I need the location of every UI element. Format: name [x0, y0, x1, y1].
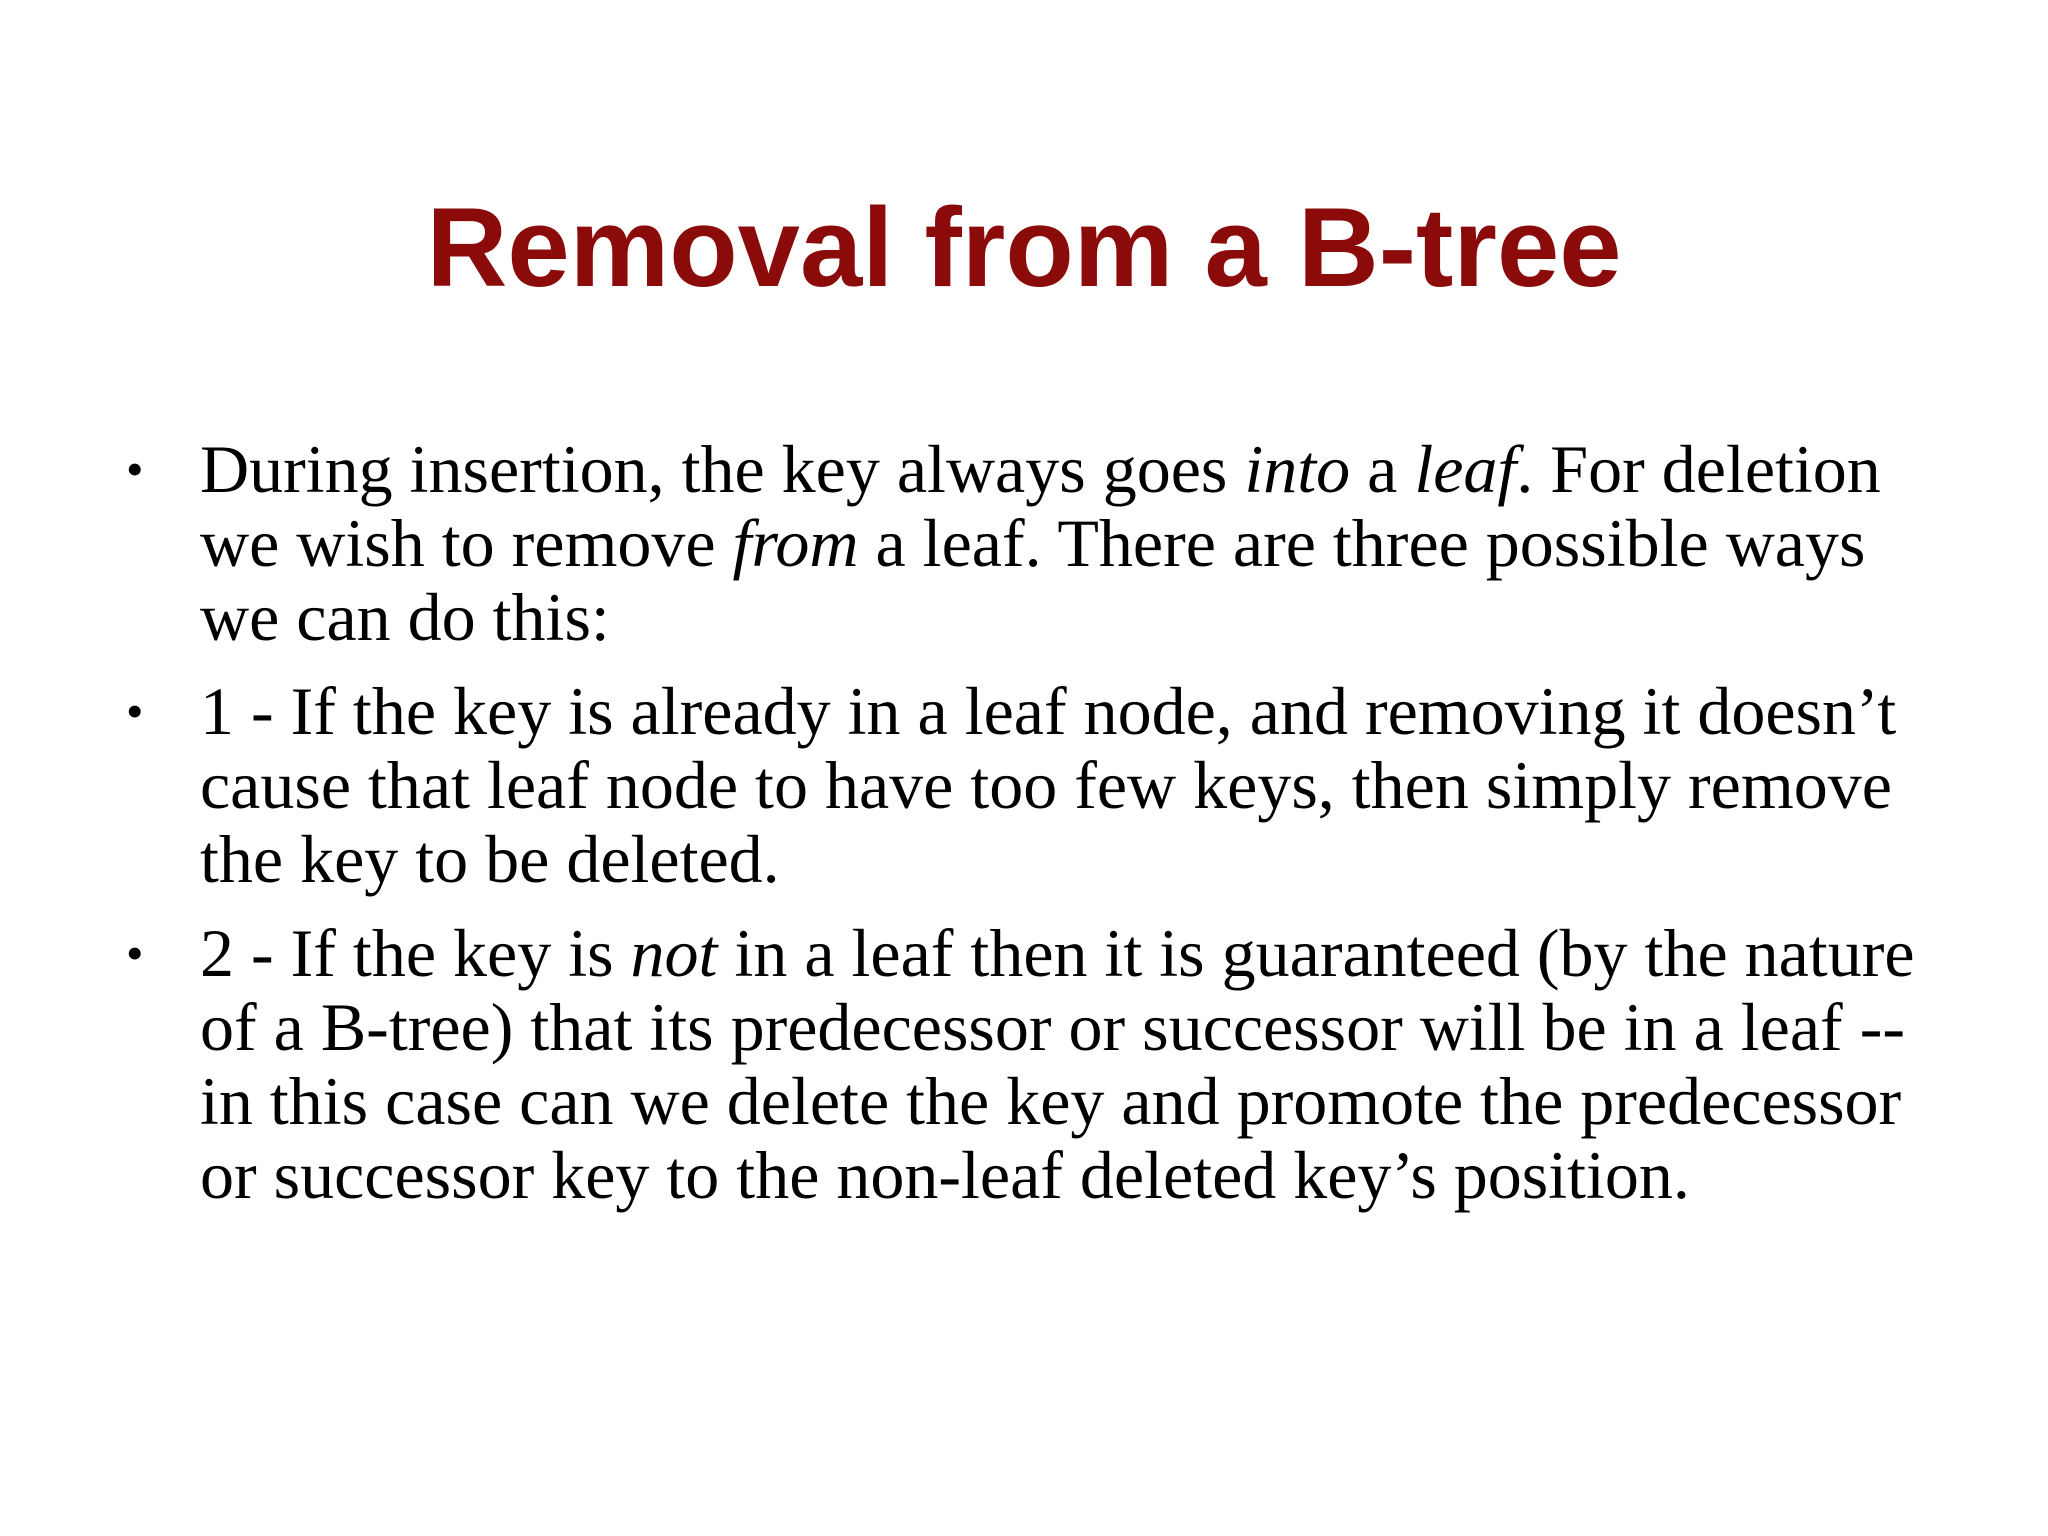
bullet-icon: • [126, 925, 144, 981]
bullet-text: During insertion, the key always goes into a leaf. For deletion we wish to remove from a leaf. There are three possible ways we can do this: [200, 431, 1881, 655]
bullet-item-3 [126, 915, 1960, 1213]
bullet-text: 1 - If the key is already in a leaf node, and removing it doesn’t cause that leaf node to have too few keys, then simply remove the key to be deleted. [200, 673, 1897, 897]
bullet-icon: • [126, 441, 144, 497]
bullet-icon: • [126, 683, 144, 739]
bullet-item-1 [126, 431, 1960, 655]
bullet-text: 2 - If the key is not in a leaf then it is guaranteed (by the nature of a B-tree) that its predecessor or successor will be in a leaf -- in this case can we delete the key and promote the predecessor or successor key to the non-leaf deleted key’s position. [200, 915, 1915, 1213]
slide-title: Removal from a B-tree [426, 185, 1622, 310]
bullet-list [126, 431, 1960, 1232]
bullet-item-2 [126, 673, 1960, 897]
